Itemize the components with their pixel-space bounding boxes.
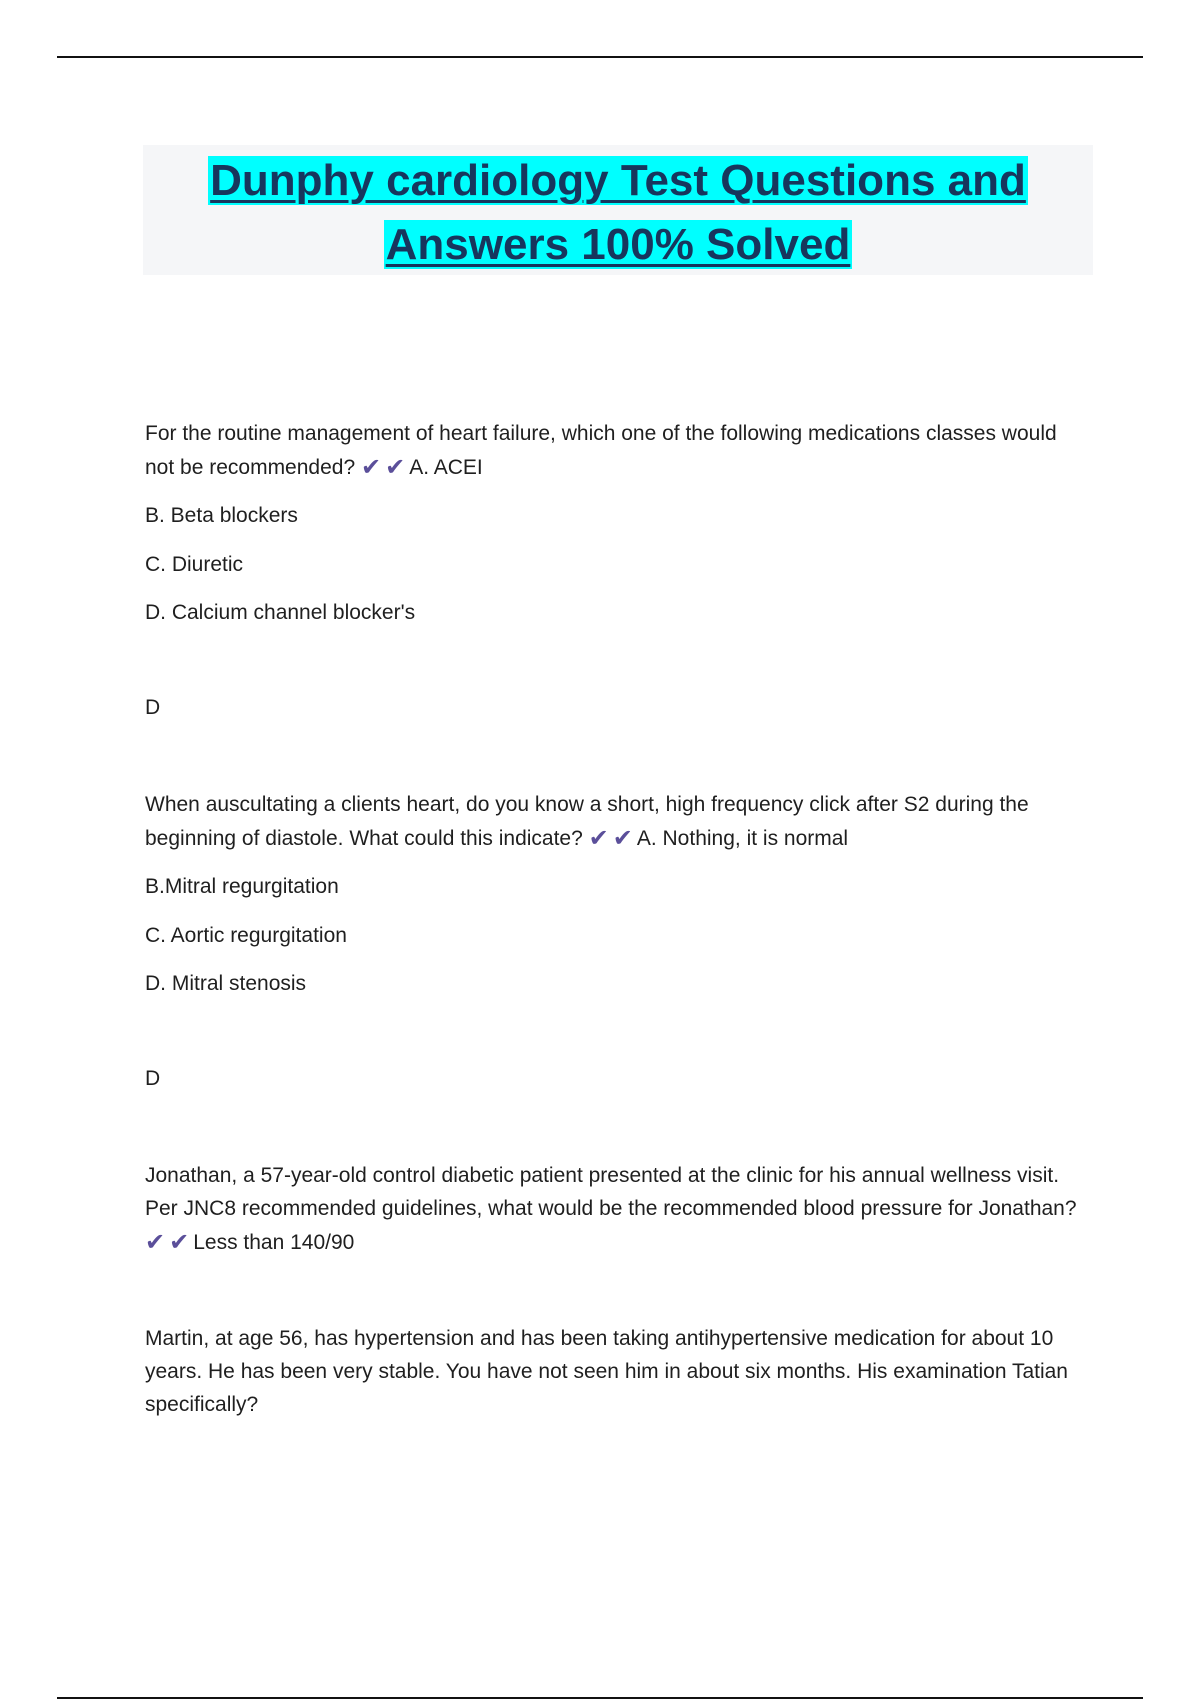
question-2-option-b: B.Mitral regurgitation — [145, 875, 339, 898]
question-1-text: For the routine management of heart failure, which one of the following medications classes would not be recommended? — [145, 422, 1057, 479]
title-line-2: Answers 100% Solved — [385, 220, 851, 269]
question-1 — [145, 417, 1090, 484]
question-2-text: When auscultating a clients heart, do you know a short, high frequency click after S2 during the beginning of diastole. What could this indicate? — [145, 793, 1029, 850]
question-2-answer: D — [145, 1067, 161, 1090]
title-box — [143, 145, 1093, 275]
check-icon: ✔ — [385, 454, 406, 481]
question-2-option-c: C. Aortic regurgitation — [145, 924, 347, 947]
title-line-1: Dunphy cardiology Test Questions and — [210, 156, 1026, 205]
check-icon: ✔ — [169, 1229, 190, 1256]
question-1-first-option: A. ACEI — [409, 456, 483, 479]
question-1-answer: D — [145, 696, 161, 719]
question-2-option-d: D. Mitral stenosis — [145, 972, 307, 995]
question-3-first-option: Less than 140/90 — [193, 1231, 355, 1254]
question-2-first-option: A. Nothing, it is normal — [636, 827, 849, 850]
check-icon: ✔ — [588, 825, 609, 852]
question-1-option-c: C. Diuretic — [145, 553, 244, 576]
question-1-option-b: B. Beta blockers — [145, 504, 298, 527]
check-icon: ✔ — [145, 1229, 166, 1256]
question-1-option-d: D. Calcium channel blocker's — [145, 601, 416, 624]
question-4-text: Martin, at age 56, has hypertension and has been taking antihypertensive medication for about 10 years. He has been very stable. You have not seen him in about six months. His examination Tatian specifically? — [145, 1327, 1068, 1416]
bottom-rule — [57, 1697, 1143, 1699]
check-icon: ✔ — [612, 825, 633, 852]
question-4 — [145, 1322, 1090, 1421]
question-3 — [145, 1159, 1090, 1259]
check-icon: ✔ — [360, 454, 382, 481]
top-rule — [57, 56, 1143, 58]
question-2 — [145, 788, 1090, 855]
question-3-text: Jonathan, a 57-year-old control diabetic patient presented at the clinic for his annual wellness visit. Per JNC8 recommended guidelines, what would be the recommended blood pressure for Jonathan? — [145, 1164, 1077, 1220]
page-title — [143, 145, 1093, 277]
